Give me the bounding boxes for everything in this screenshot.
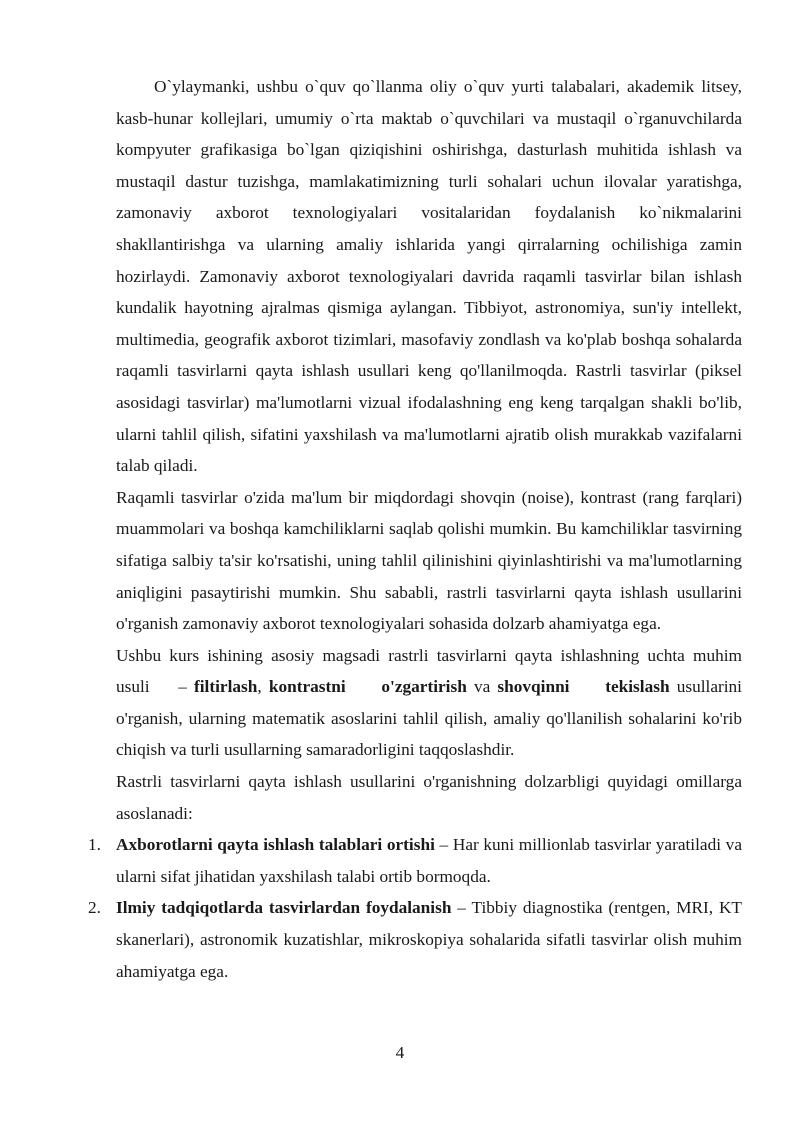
page-number: 4 <box>395 1043 405 1062</box>
list-item <box>88 892 742 987</box>
relevance-list <box>88 829 742 987</box>
list-item <box>88 829 742 892</box>
term-contrast: kontrastni o'zgartirish <box>268 677 467 697</box>
list-item-text: – Tibbiy diagnostika (rentgen, MRI, KT skanerlari), astronomik kuzatishlar, mikroskopiya sohalarida sifatli tasvirlar olish muhim ahamiyatga ega. <box>116 898 742 981</box>
body-text <box>88 71 742 987</box>
paragraph-intro: O`ylaymanki, ushbu o`quv qo`llanma oliy o`quv yurti talabalari, akademik litsey, kasb-hunar kollejlari, umumiy o`rta maktab o`quvchilari va mustaqil o`rganuvchilarda kompyuter grafikasiga bo`lgan qiziqishini oshirishga, dasturlash muhitida ishlash va mustaqil dastur tuzishga, mamlakatimizning turli sohalari uchun ilovalar yaratishga, zamonaviy axborot texnologiyalari vositalaridan foydalanish ko`nikmalarini shakllantirishga va ularning amaliy ishlarida yangi qirralarning ochilishiga zamin hozirlaydi. Zamonaviy axborot texnologiyalari davrida raqamli tasvirlar bilan ishlash kundalik hayotning ajralmas qismiga aylangan. Tibbiyot, astronomiya, sun'iy intellekt, multimedia, geografik axborot tizimlari, masofaviy zondlash va ko'plab boshqa sohalarda raqamli tasvirlarni qayta ishlash usullari keng qo'llanilmoqda. Rastrli tasvirlar (piksel asosidagi tasvirlar) ma'lumotlarni vizual ifodalashning eng keng tarqalgan shakli bo'lib, ularni tahlil qilish, sifatini yaxshilash va ma'lumotlarni ajratib olish murakkab vazifalarni talab qiladi. <box>116 77 742 476</box>
paragraph-relevance: Rastrli tasvirlarni qayta ishlash usullarini o'rganishning dolzarbligi quyidagi omillarga asoslanadi: <box>116 772 742 823</box>
list-item-title: Axborotlarni qayta ishlash talablari ortishi <box>116 835 435 855</box>
purpose-intro-text: Ushbu kurs ishining asosiy magsadi rastrli tasvirlarni qayta ishlashning uchta muhim usuli – <box>116 645 742 697</box>
paragraph-purpose <box>116 640 742 766</box>
list-number: 1. <box>88 835 101 855</box>
term-filtering: filtirlash <box>193 677 258 697</box>
term-noise-smoothing: shovqinni tekislash <box>497 677 670 697</box>
list-item-title: Ilmiy tadqiqotlarda tasvirlardan foydalanish <box>116 898 452 918</box>
list-item-text: – Har kuni millionlab tasvirlar yaratiladi va ularni sifat jihatidan yaxshilash talabi ortib bormoqda. <box>116 835 742 886</box>
purpose-separator-2: va <box>466 677 498 697</box>
purpose-rest-text: usullarini o'rganish, ularning matematik asoslarini tahlil qilish, amaliy qo'llanilish sohalarini ko'rib chiqish va turli usullarning samaradorligini taqqoslashdir. <box>116 677 742 760</box>
list-number: 2. <box>88 898 101 918</box>
purpose-separator-1: , <box>257 677 269 697</box>
paragraph-noise: Raqamli tasvirlar o'zida ma'lum bir miqdordagi shovqin (noise), kontrast (rang farqlari) muammolari va boshqa kamchiliklarni saqlab qolishi mumkin. Bu kamchiliklar tasvirning sifatiga salbiy ta'sir ko'rsatishi, uning tahlil qilinishini qiyinlashtirishi va ma'lumotlarning aniqligini pasaytirishi mumkin. Shu sababli, rastrli tasvirlarni qayta ishlash usullarini o'rganish zamonaviy axborot texnologiyalari sohasida dolzarb ahamiyatga ega. <box>116 487 742 634</box>
